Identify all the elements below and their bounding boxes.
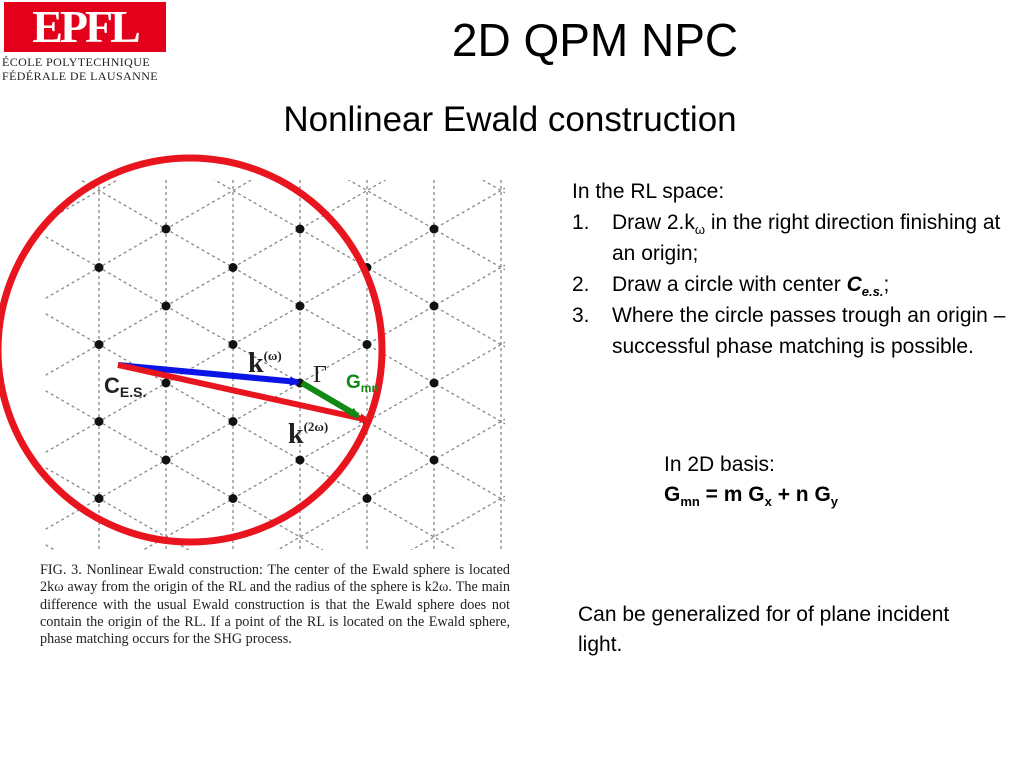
step-number: 3. (572, 304, 590, 327)
g-mn-label: $G_{mn}$ (346, 372, 379, 395)
equation-subscript: x (764, 494, 772, 509)
equation-subscript: y (830, 494, 839, 509)
step-number: 2. (572, 273, 590, 296)
k-2omega-label: $k^{(2\omega)}$ (288, 419, 329, 450)
step-text: Draw 2.k (612, 211, 695, 234)
basis-equation (664, 480, 838, 510)
lattice-point (95, 494, 104, 503)
lattice-line (0, 120, 520, 305)
lattice-point (430, 379, 439, 388)
epfl-logo-mark (4, 2, 166, 52)
step-number: 1. (572, 211, 590, 234)
lattice-point (162, 379, 171, 388)
step-text: ; (883, 273, 890, 296)
lattice-point (162, 456, 171, 465)
lattice-point (162, 302, 171, 311)
lattice-point (296, 302, 305, 311)
lattice-line (0, 276, 520, 580)
equation-subscript: mn (680, 494, 700, 509)
lattice-point (95, 263, 104, 272)
step-text: Draw a circle with center (612, 273, 847, 296)
lattice-point (430, 456, 439, 465)
lattice-line (0, 120, 520, 259)
slide-subtitle: Nonlinear Ewald construction (283, 100, 737, 139)
lattice-point (363, 494, 372, 503)
ewald-construction-figure (0, 120, 520, 580)
step-center-symbol: C (846, 273, 862, 296)
step-item (572, 207, 1012, 269)
lattice-point (363, 340, 372, 349)
gamma-label: Γ (313, 362, 327, 388)
basis-intro: In 2D basis: (664, 453, 775, 476)
epfl-logo (0, 0, 170, 90)
lattice-point (296, 225, 305, 234)
lattice-point (229, 340, 238, 349)
lattice-point (430, 225, 439, 234)
lattice-line (0, 120, 520, 336)
lattice-line (0, 120, 520, 490)
lattice-point (95, 340, 104, 349)
lattice-line (0, 122, 520, 536)
step-subscript: e.s. (861, 284, 884, 299)
equation-term: + n G (771, 483, 831, 506)
lattice-point (430, 302, 439, 311)
epfl-logo-line-2: FÉDÉRALE DE LAUSANNE (2, 69, 158, 83)
step-item (572, 269, 1012, 300)
steps-intro: In the RL space: (572, 180, 725, 203)
lattice-line (0, 120, 520, 382)
lattice-point (296, 456, 305, 465)
lattice-point (229, 417, 238, 426)
basis-block (664, 450, 838, 510)
lattice-point (229, 263, 238, 272)
equation-term: G (664, 483, 681, 506)
ewald-circle (0, 158, 382, 542)
lattice-line (0, 384, 520, 580)
lattice-point (162, 225, 171, 234)
center-es-label: CE.S. (104, 373, 147, 400)
steps-list (572, 207, 1012, 362)
epfl-logo-line-1: ÉCOLE POLYTECHNIQUE (2, 55, 151, 69)
step-text: in the right direction finishing at an origin; (612, 211, 1001, 265)
figure-caption: FIG. 3. Nonlinear Ewald construction: The center of the Ewald sphere is located 2kω away from the origin of the RL and the radius of the sphere is k2ω. The main difference with the usual Ewald construction is that the Ewald sphere does not contain the origin of the RL. If a point of the RL is located on the Ewald sphere, phase matching occurs for the SHG process. (40, 562, 510, 648)
epfl-logo-wordmark: EPFL (32, 1, 138, 52)
step-item (572, 300, 1012, 362)
lattice-point (95, 417, 104, 426)
slide-title: 2D QPM NPC (451, 14, 739, 66)
lattice-point (229, 494, 238, 503)
lattice-line (0, 120, 520, 151)
equation-term: = m G (699, 483, 765, 506)
k-omega-label: $k^{(\omega)}$ (248, 348, 282, 379)
k-2omega-arrow (118, 365, 368, 420)
step-text: Where the circle passes trough an origin – successful phase matching is possible. (612, 304, 1006, 358)
step-subscript: ω (694, 222, 706, 237)
lattice-line (0, 199, 520, 580)
generalization-note: Can be generalized for of plane incident light. (578, 603, 950, 656)
